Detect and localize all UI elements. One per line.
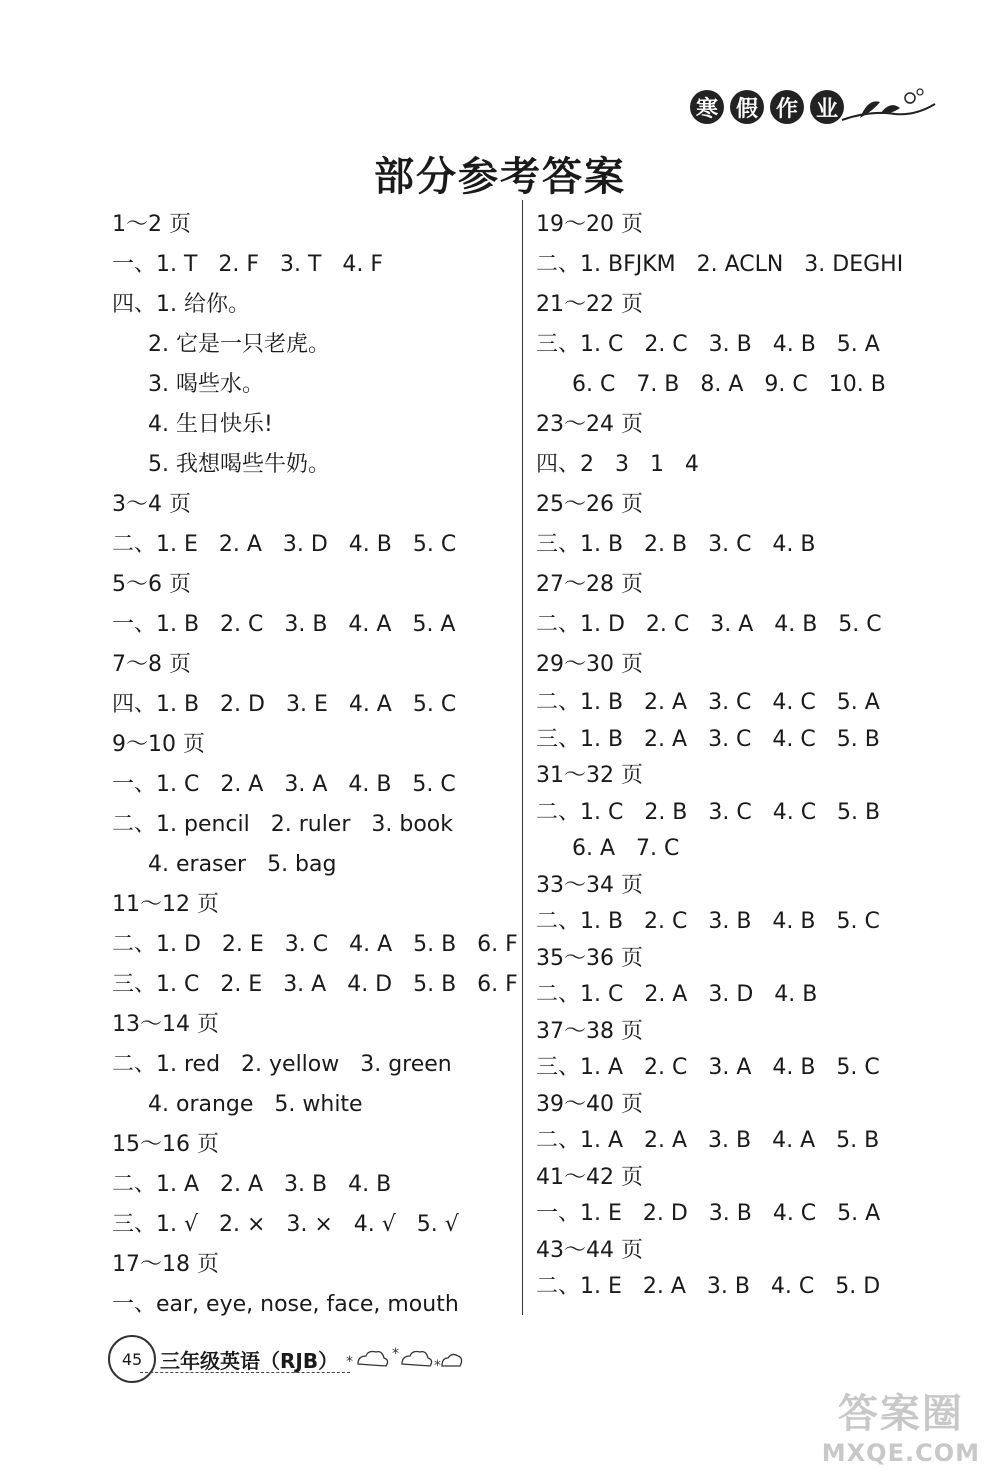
answer-line: 27～28 页: [536, 572, 643, 597]
watermark: [822, 1382, 980, 1467]
answer-line: 二、1. C 2. A 3. D 4. B: [536, 982, 818, 1007]
answer-line: 二、1. E 2. A 3. D 4. B 5. C: [112, 532, 457, 557]
answer-line: 三、1. √ 2. × 3. × 4. √ 5. √: [112, 1212, 459, 1237]
left-answer-column: [112, 205, 517, 1325]
badge-char: 业: [810, 90, 844, 124]
answer-line: 二、1. pencil 2. ruler 3. book: [112, 812, 453, 837]
footer-divider: [140, 1372, 350, 1373]
answer-line: 21～22 页: [536, 292, 643, 317]
answer-line: 37～38 页: [536, 1018, 643, 1044]
answer-line: 41～42 页: [536, 1164, 643, 1190]
answer-line: 7～8 页: [112, 652, 191, 677]
answer-line: 一、ear, eye, nose, face, mouth: [112, 1292, 459, 1317]
book-label: 三年级英语（RJB）: [160, 1348, 339, 1373]
right-answer-column: [536, 205, 936, 1306]
answer-line: 3. 喝些水。: [148, 372, 264, 397]
answer-line: 4. orange 5. white: [148, 1092, 363, 1117]
answer-line: 3～4 页: [112, 492, 191, 517]
answer-line: 三、1. C 2. E 3. A 4. D 5. B 6. F: [112, 972, 518, 997]
answer-line: 二、1. D 2. E 3. C 4. A 5. B 6. F: [112, 932, 518, 957]
answer-line: 6. A 7. C: [572, 836, 680, 861]
answer-line: 29～30 页: [536, 652, 643, 677]
page-number: 45: [108, 1335, 156, 1383]
answer-line: 四、2 3 1 4: [536, 452, 699, 477]
answer-line: 11～12 页: [112, 892, 219, 917]
answer-line: 15～16 页: [112, 1132, 219, 1157]
answer-line: 2. 它是一只老虎。: [148, 332, 330, 357]
answer-line: 31～32 页: [536, 763, 643, 788]
answer-line: 9～10 页: [112, 732, 205, 757]
answer-line: 39～40 页: [536, 1091, 643, 1117]
answer-line: 25～26 页: [536, 492, 643, 517]
watermark-url: MXQE.COM: [821, 1439, 980, 1467]
answer-line: 1～2 页: [112, 212, 191, 237]
answer-line: 6. C 7. B 8. A 9. C 10. B: [572, 372, 886, 397]
answer-line: 23～24 页: [536, 412, 643, 437]
answer-line: 二、1. D 2. C 3. A 4. B 5. C: [536, 612, 882, 637]
badge-char: 寒: [690, 90, 724, 124]
answer-line: 二、1. red 2. yellow 3. green: [112, 1052, 452, 1077]
answer-line: 一、1. B 2. C 3. B 4. A 5. A: [112, 612, 456, 637]
answer-line: 一、1. T 2. F 3. T 4. F: [112, 252, 384, 277]
answer-line: 4. 生日快乐!: [148, 412, 273, 437]
header-badge: [690, 90, 844, 124]
answer-line: 三、1. A 2. C 3. A 4. B 5. C: [536, 1055, 880, 1080]
badge-char: 假: [730, 90, 764, 124]
page-title: 部分参考答案: [374, 154, 626, 200]
answer-line: 13～14 页: [112, 1012, 219, 1037]
answer-line: 33～34 页: [536, 872, 643, 898]
answer-line: 二、1. BFJKM 2. ACLN 3. DEGHI: [536, 252, 904, 277]
answer-line: 5～6 页: [112, 572, 191, 597]
answer-line: 三、1. B 2. B 3. C 4. B: [536, 532, 816, 557]
answer-line: 三、1. C 2. C 3. B 4. B 5. A: [536, 332, 880, 357]
answer-line: 二、1. C 2. B 3. C 4. C 5. B: [536, 799, 881, 825]
footer: [108, 1335, 464, 1383]
answer-line: 三、1. B 2. A 3. C 4. C 5. B: [536, 726, 880, 752]
svg-text:*: *: [392, 1346, 400, 1362]
watermark-title: 答案圈: [837, 1391, 964, 1437]
svg-text:*: *: [346, 1354, 354, 1370]
answer-line: 5. 我想喝些牛奶。: [148, 452, 330, 477]
column-divider: [522, 200, 523, 1315]
answer-line: 二、1. E 2. A 3. B 4. C 5. D: [536, 1274, 881, 1299]
answer-line: 35～36 页: [536, 945, 643, 971]
cloud-stars-icon: [344, 1344, 464, 1374]
answer-line: 二、1. B 2. C 3. B 4. B 5. C: [536, 909, 880, 934]
answer-line: 17～18 页: [112, 1252, 219, 1277]
answer-line: 一、1. E 2. D 3. B 4. C 5. A: [536, 1201, 881, 1226]
answer-line: 二、1. A 2. A 3. B 4. B: [112, 1172, 392, 1197]
svg-text:*: *: [434, 1358, 442, 1374]
answer-line: 二、1. B 2. A 3. C 4. C 5. A: [536, 690, 880, 715]
answer-line: 四、1. 给你。: [112, 292, 250, 317]
answer-line: 43～44 页: [536, 1237, 643, 1263]
badge-char: 作: [770, 90, 804, 124]
answer-line: 4. eraser 5. bag: [148, 852, 337, 877]
bird-branch-icon: [840, 80, 940, 140]
answer-line: 19～20 页: [536, 212, 643, 237]
answer-line: 二、1. A 2. A 3. B 4. A 5. B: [536, 1128, 880, 1153]
answer-line: 一、1. C 2. A 3. A 4. B 5. C: [112, 772, 456, 797]
answer-line: 四、1. B 2. D 3. E 4. A 5. C: [112, 692, 457, 717]
